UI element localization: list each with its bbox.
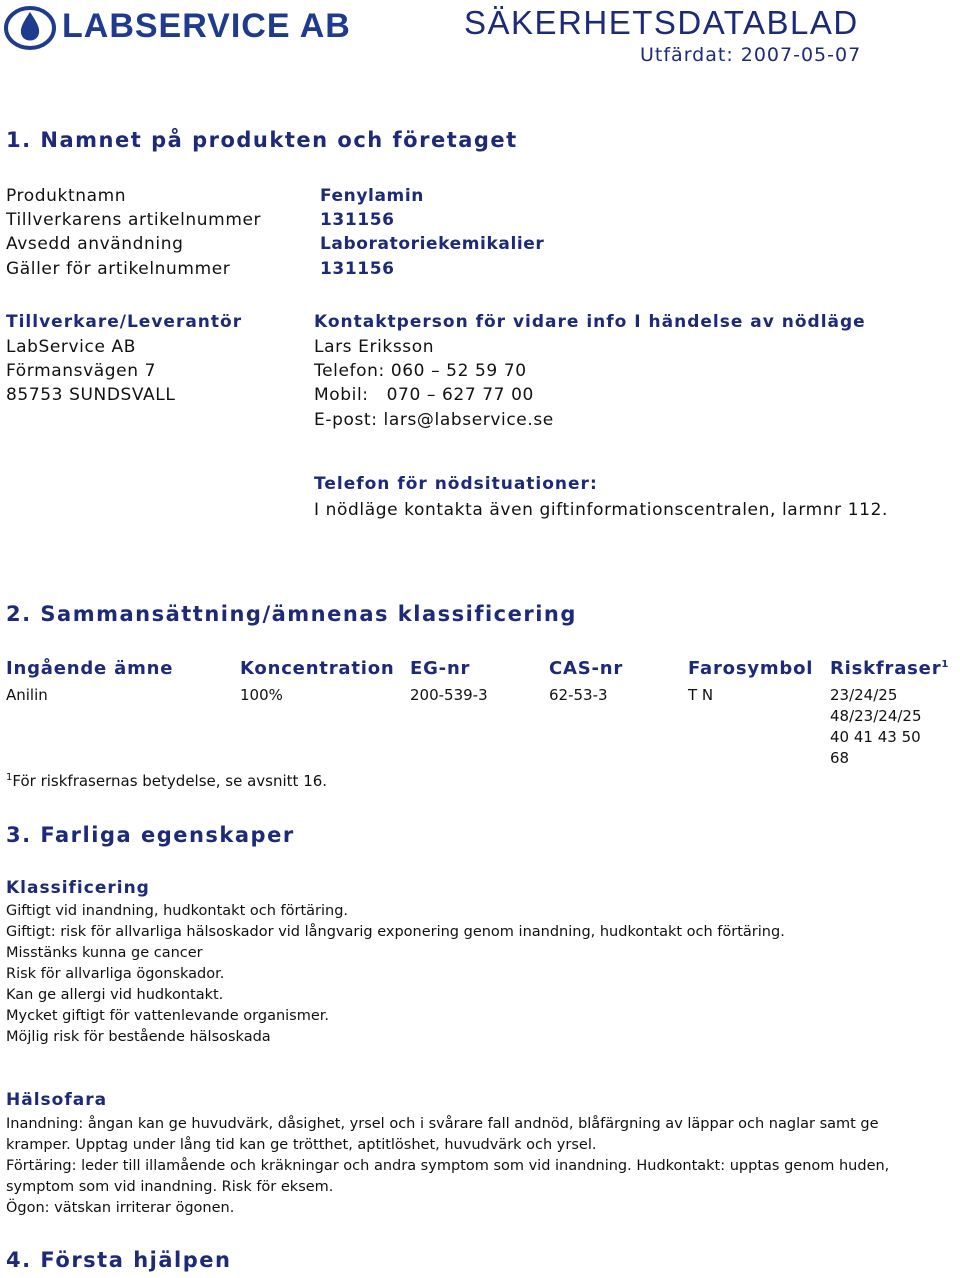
section-2-heading: 2. Sammansättning/ämnenas klassificering (6, 602, 577, 626)
classification-line: Risk för allvarliga ögonskador. (6, 966, 225, 982)
logo-text: LABSERVICE AB (62, 7, 351, 45)
classification-line: Möjlig risk för bestående hälsoskada (6, 1029, 271, 1045)
column-header: Riskfraser (830, 658, 942, 679)
logo-drop-icon (4, 4, 56, 50)
contact-heading: Kontaktperson för vidare info I händelse av nödläge (314, 312, 866, 332)
issue-date: Utfärdat: 2007-05-07 (640, 44, 862, 66)
contact-phone: Telefon: 060 – 52 59 70 (314, 361, 527, 381)
footnote (6, 772, 327, 790)
field-label: Produktnamn (6, 186, 127, 206)
classification-line: Kan ge allergi vid hudkontakt. (6, 987, 224, 1003)
field-label: Avsedd användning (6, 234, 184, 254)
field-value: 131156 (320, 210, 395, 230)
column-header: Farosymbol (688, 658, 814, 679)
supplier-line: Förmansvägen 7 (6, 361, 156, 381)
health-paragraph: Förtäring: leder till illamående och kräkningar och andra symptom som vid inandning. Hudkontakt: upptas genom huden, symptom som vid inandning. Risk för eksem. (6, 1158, 890, 1195)
column-header: EG-nr (410, 658, 471, 679)
supplier-heading: Tillverkare/Leverantör (6, 312, 243, 332)
section-4-heading: 4. Första hjälpen (6, 1248, 232, 1272)
classification-line: Giftigt: risk för allvarliga hälsoskador vid långvarig exponering genom inandning, hudkontakt och förtäring. (6, 924, 785, 940)
cell-risk: 40 41 43 50 (830, 728, 921, 746)
health-paragraph: Inandning: ångan kan ge huvudvärk, dåsighet, yrsel och i svårare fall andnöd, blåfärgning av läppar och naglar samt ge kramper. Upptag under lång tid kan ge trötthet, aptitlöshet, huvudvärk och yrsel. (6, 1116, 879, 1153)
cell-symbol: T N (688, 686, 714, 704)
supplier-line: 85753 SUNDSVALL (6, 385, 176, 405)
field-value: Fenylamin (320, 186, 424, 206)
classification-line: Mycket giftigt för vattenlevande organismer. (6, 1008, 330, 1024)
column-header-risk (830, 658, 949, 679)
company-logo (4, 4, 390, 50)
column-header: Koncentration (240, 658, 395, 679)
document-title: SÄKERHETSDATABLAD (464, 4, 859, 41)
section-1-heading: 1. Namnet på produkten och företaget (6, 128, 518, 152)
cell-risk: 23/24/25 (830, 686, 898, 704)
footnote-marker: 1 (6, 772, 13, 783)
footnote-text: För riskfrasernas betydelse, se avsnitt 16. (12, 772, 328, 790)
cell-eg: 200-539-3 (410, 686, 488, 704)
cell-cas: 62-53-3 (549, 686, 608, 704)
classification-line: Giftigt vid inandning, hudkontakt och förtäring. (6, 903, 349, 919)
health-paragraph: Ögon: vätskan irriterar ögonen. (6, 1200, 235, 1216)
field-value: 131156 (320, 259, 395, 279)
classification-heading: Klassificering (6, 878, 150, 898)
cell-risk: 48/23/24/25 (830, 707, 922, 725)
column-header: CAS-nr (549, 658, 624, 679)
emergency-heading: Telefon för nödsituationer: (314, 474, 598, 494)
field-label: Tillverkarens artikelnummer (6, 210, 262, 230)
cell-risk: 68 (830, 749, 850, 767)
health-heading: Hälsofara (6, 1090, 108, 1110)
contact-email[interactable]: E-post: lars@labservice.se (314, 410, 554, 430)
cell-substance: Anilin (6, 686, 48, 704)
contact-mobile: Mobil: 070 – 627 77 00 (314, 385, 534, 405)
emergency-text: I nödläge kontakta även giftinformationscentralen, larmnr 112. (314, 500, 888, 520)
section-3-heading: 3. Farliga egenskaper (6, 823, 295, 847)
field-value: Laboratoriekemikalier (320, 234, 545, 254)
contact-name: Lars Eriksson (314, 337, 435, 357)
field-label: Gäller för artikelnummer (6, 259, 231, 279)
footnote-marker: 1 (941, 659, 950, 670)
column-header: Ingående ämne (6, 658, 174, 679)
classification-line: Misstänks kunna ge cancer (6, 945, 203, 961)
cell-concentration: 100% (240, 686, 283, 704)
supplier-line: LabService AB (6, 337, 137, 357)
